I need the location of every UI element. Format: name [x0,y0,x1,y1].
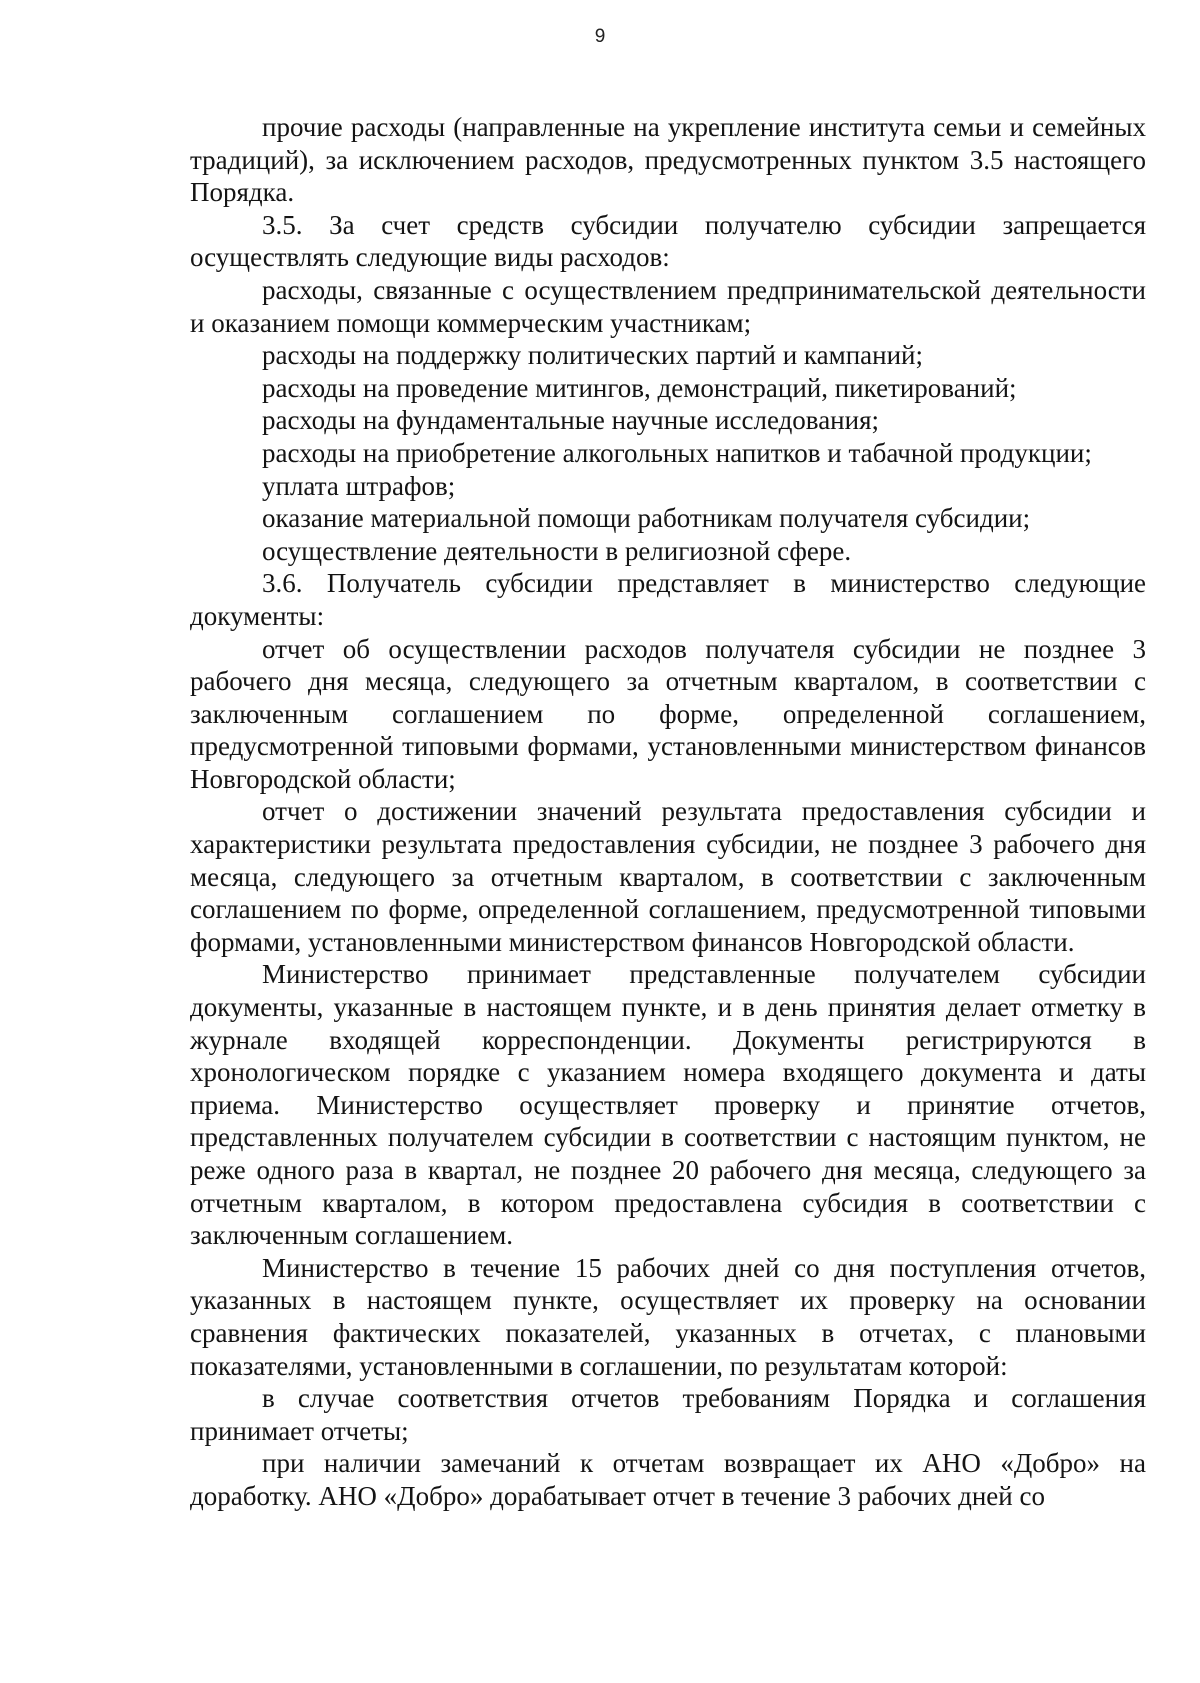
paragraph: расходы на проведение митингов, демонстраций, пикетирований; [262,372,1017,403]
paragraph: уплата штрафов; [262,470,456,501]
paragraph: в случае соответствия отчетов требованиям Порядка и соглашения принимает отчеты; [190,1383,1146,1446]
paragraph: отчет о достижении значений результата предоставления субсидии и характеристики результата предоставления субсидии, не позднее 3 рабочего дня месяца, следующего за отчетным кварталом, в соответствии с заключенным соглашением по форме, определенной соглашением, предусмотренной типовыми формами, установленными министерством финансов Новгородской области. [190,796,1146,957]
paragraph: прочие расходы (направленные на укрепление института семьи и семейных традиций), за исключением расходов, предусмотренных пунктом 3.5 настоящего Порядка. [190,112,1146,208]
page-number: 9 [594,26,606,47]
paragraph: Министерство принимает представленные получателем субсидии документы, указанные в настоящем пункте, и в день принятия делает отметку в журнале входящей корреспонденции. Документы регистрируются в хронологическом порядке с указанием номера входящего документа и даты приема. Министерство осуществляет проверку и принятие отчетов, представленных получателем субсидии в соответствии с настоящим пунктом, не реже одного раза в квартал, не позднее 20 рабочего дня месяца, следующего за отчетным кварталом, в котором предоставлена субсидия в соответствии с заключенным соглашением. [190,959,1146,1251]
paragraph: осуществление деятельности в религиозной сфере. [262,535,852,566]
paragraph: отчет об осуществлении расходов получателя субсидии не позднее 3 рабочего дня месяца, следующего за отчетным кварталом, в соответствии с заключенным соглашением по форме, определенной соглашением, предусмотренной типовыми формами, установленными министерством финансов Новгородской области; [190,633,1146,794]
document-body [190,111,1146,1513]
paragraph: 3.5. За счет средств субсидии получателю субсидии запрещается осуществлять следующие виды расходов: [190,209,1146,273]
paragraph: Министерство в течение 15 рабочих дней со дня поступления отчетов, указанных в настоящем пункте, осуществляет их проверку на основании сравнения фактических показателей, указанных в отчетах, с плановыми показателями, установленными в соглашении, по результатам которой: [190,1252,1146,1381]
paragraph: расходы на фундаментальные научные исследования; [262,405,880,436]
paragraph: расходы на поддержку политических партий и кампаний; [262,340,923,371]
paragraph: расходы на приобретение алкогольных напитков и табачной продукции; [262,437,1092,468]
paragraph: 3.6. Получатель субсидии представляет в министерство следующие документы: [190,568,1146,631]
paragraph: оказание материальной помощи работникам получателя субсидии; [262,503,1031,534]
paragraph: расходы, связанные с осуществлением предпринимательской деятельности и оказанием помощи коммерческим участникам; [190,274,1146,338]
paragraph: при наличии замечаний к отчетам возвращает их АНО «Добро» на доработку. АНО «Добро» дорабатывает отчет в течение 3 рабочих дней со [190,1448,1146,1511]
